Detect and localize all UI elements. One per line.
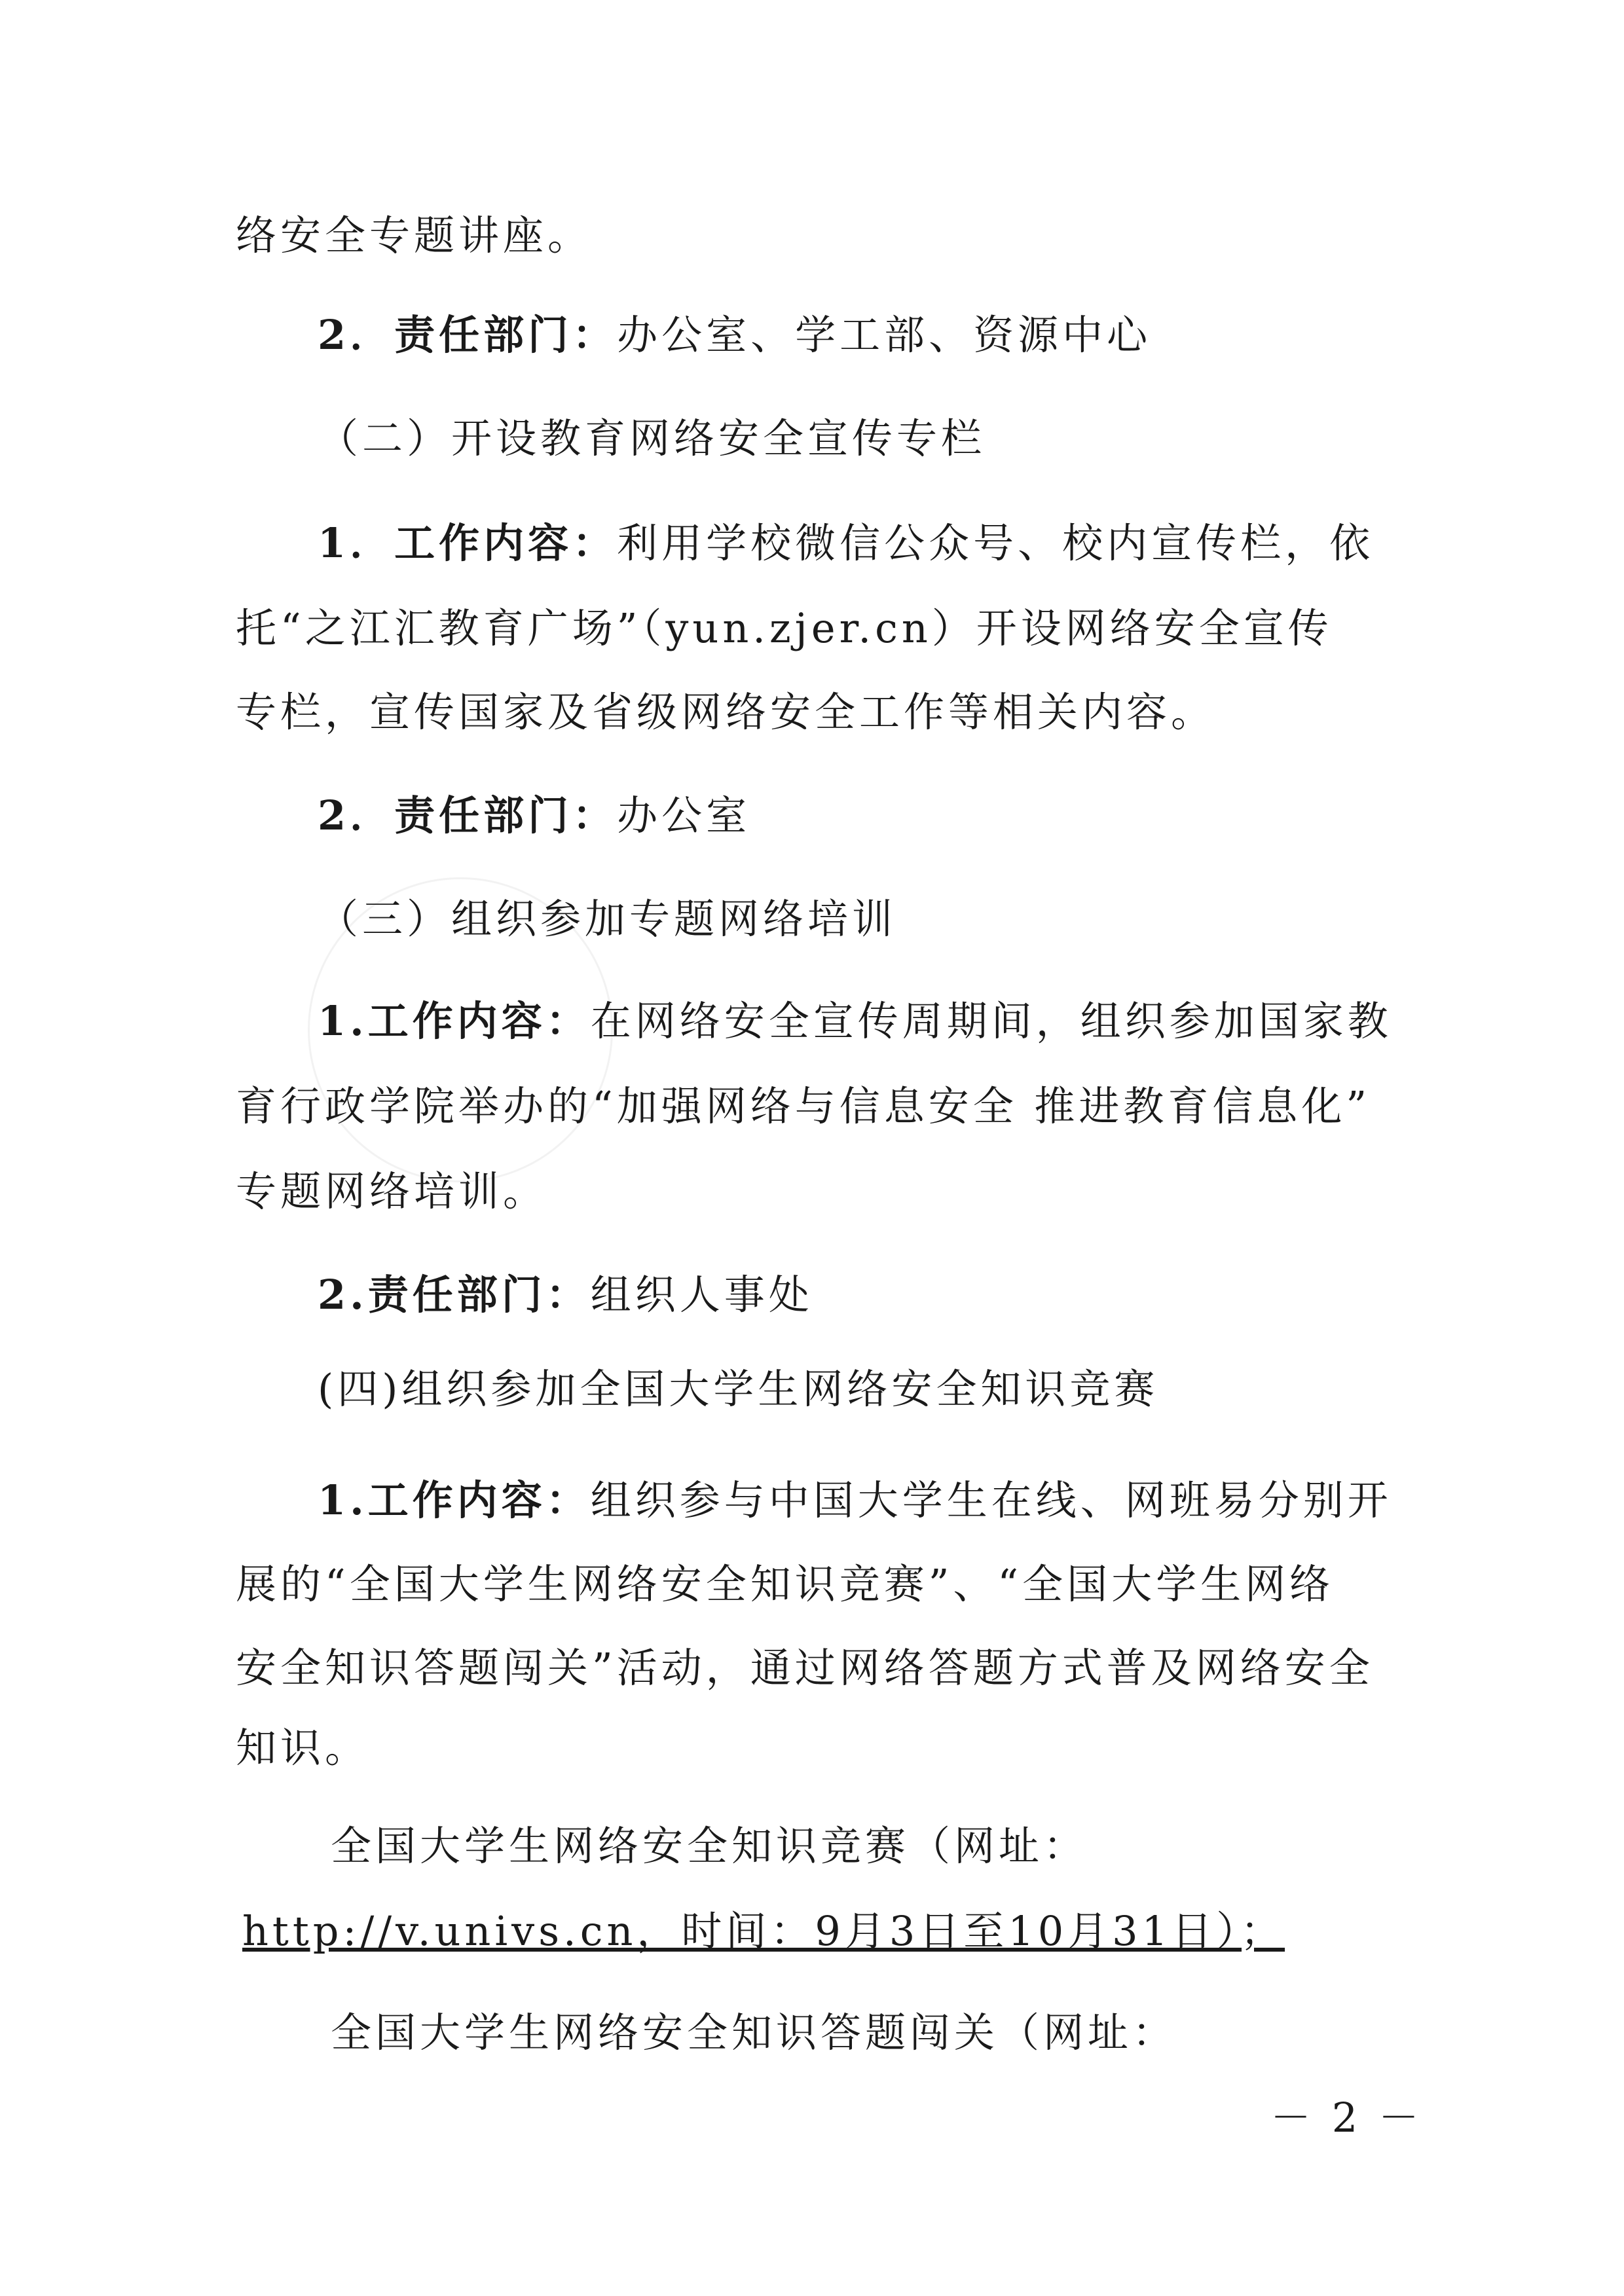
text: 利用学校微信公众号、校内宣传栏，依 — [617, 519, 1375, 567]
text: (四)组织参加全国大学生网络安全知识竞赛 — [318, 1365, 1159, 1413]
page-number: － 2 － — [1270, 2094, 1423, 2141]
paragraph-line — [318, 309, 1151, 361]
paragraph-line — [318, 995, 1392, 1048]
text: 安全知识答题闯关”活动，通过网络答题方式普及网络安全 — [236, 1644, 1374, 1692]
paragraph-line — [236, 1165, 547, 1218]
text: 展的“全国大学生网络安全知识竞赛”、“全国大学生网络 — [236, 1560, 1335, 1608]
text: （二）开设教育网络安全宣传专栏 — [318, 414, 986, 462]
paragraph-line — [236, 602, 1333, 655]
paragraph-line — [331, 1820, 1088, 1872]
label: 1．工作内容： — [318, 519, 618, 567]
label: 1.工作内容： — [318, 997, 591, 1045]
section-heading — [318, 1363, 1158, 1415]
text: 全国大学生网络安全知识答题闯关（网址： — [331, 2009, 1177, 2056]
text: 络安全专题讲座。 — [236, 211, 593, 259]
text: 育行政学院举办的“加强网络与信息安全 推进教育信息化” — [236, 1082, 1371, 1130]
paragraph-line — [318, 517, 1374, 570]
paragraph-line — [318, 1474, 1392, 1527]
text: 专题网络培训。 — [236, 1167, 548, 1215]
text: 全国大学生网络安全知识竞赛（网址： — [331, 1822, 1088, 1870]
text: 组织人事处 — [590, 1271, 813, 1319]
paragraph-line — [236, 686, 1215, 738]
paragraph-line — [242, 1905, 1285, 1958]
paragraph-line — [331, 2007, 1177, 2059]
text: （三）组织参加专题网络培训 — [318, 895, 897, 943]
text: 在网络安全宣传周期间，组织参加国家教 — [590, 997, 1392, 1045]
paragraph-line — [236, 1642, 1374, 1694]
text: 专栏，宣传国家及省级网络安全工作等相关内容。 — [236, 688, 1216, 736]
text: 办公室 — [617, 792, 751, 839]
section-heading — [318, 893, 896, 945]
paragraph-line — [236, 1080, 1371, 1133]
paragraph-line — [236, 210, 592, 262]
text: 托“之江汇教育广场”（yun.zjer.cn）开设网络安全宣传 — [236, 604, 1333, 652]
label: 2.责任部门： — [318, 1271, 591, 1319]
paragraph-line — [318, 1269, 813, 1321]
section-heading — [318, 412, 986, 465]
text: 知识。 — [236, 1724, 370, 1772]
paragraph-line — [318, 790, 750, 842]
paragraph-line — [236, 1558, 1334, 1611]
label: 1.工作内容： — [318, 1476, 591, 1524]
label: 2．责任部门： — [318, 792, 618, 839]
url-link[interactable]: http://v.univs.cn，时间：9月3日至10月31日）； — [242, 1907, 1285, 1955]
paragraph-line — [236, 1722, 369, 1774]
text: 办公室、学工部、资源中心 — [617, 311, 1152, 359]
label: 2．责任部门： — [318, 311, 618, 359]
text: 组织参与中国大学生在线、网班易分别开 — [590, 1476, 1392, 1524]
